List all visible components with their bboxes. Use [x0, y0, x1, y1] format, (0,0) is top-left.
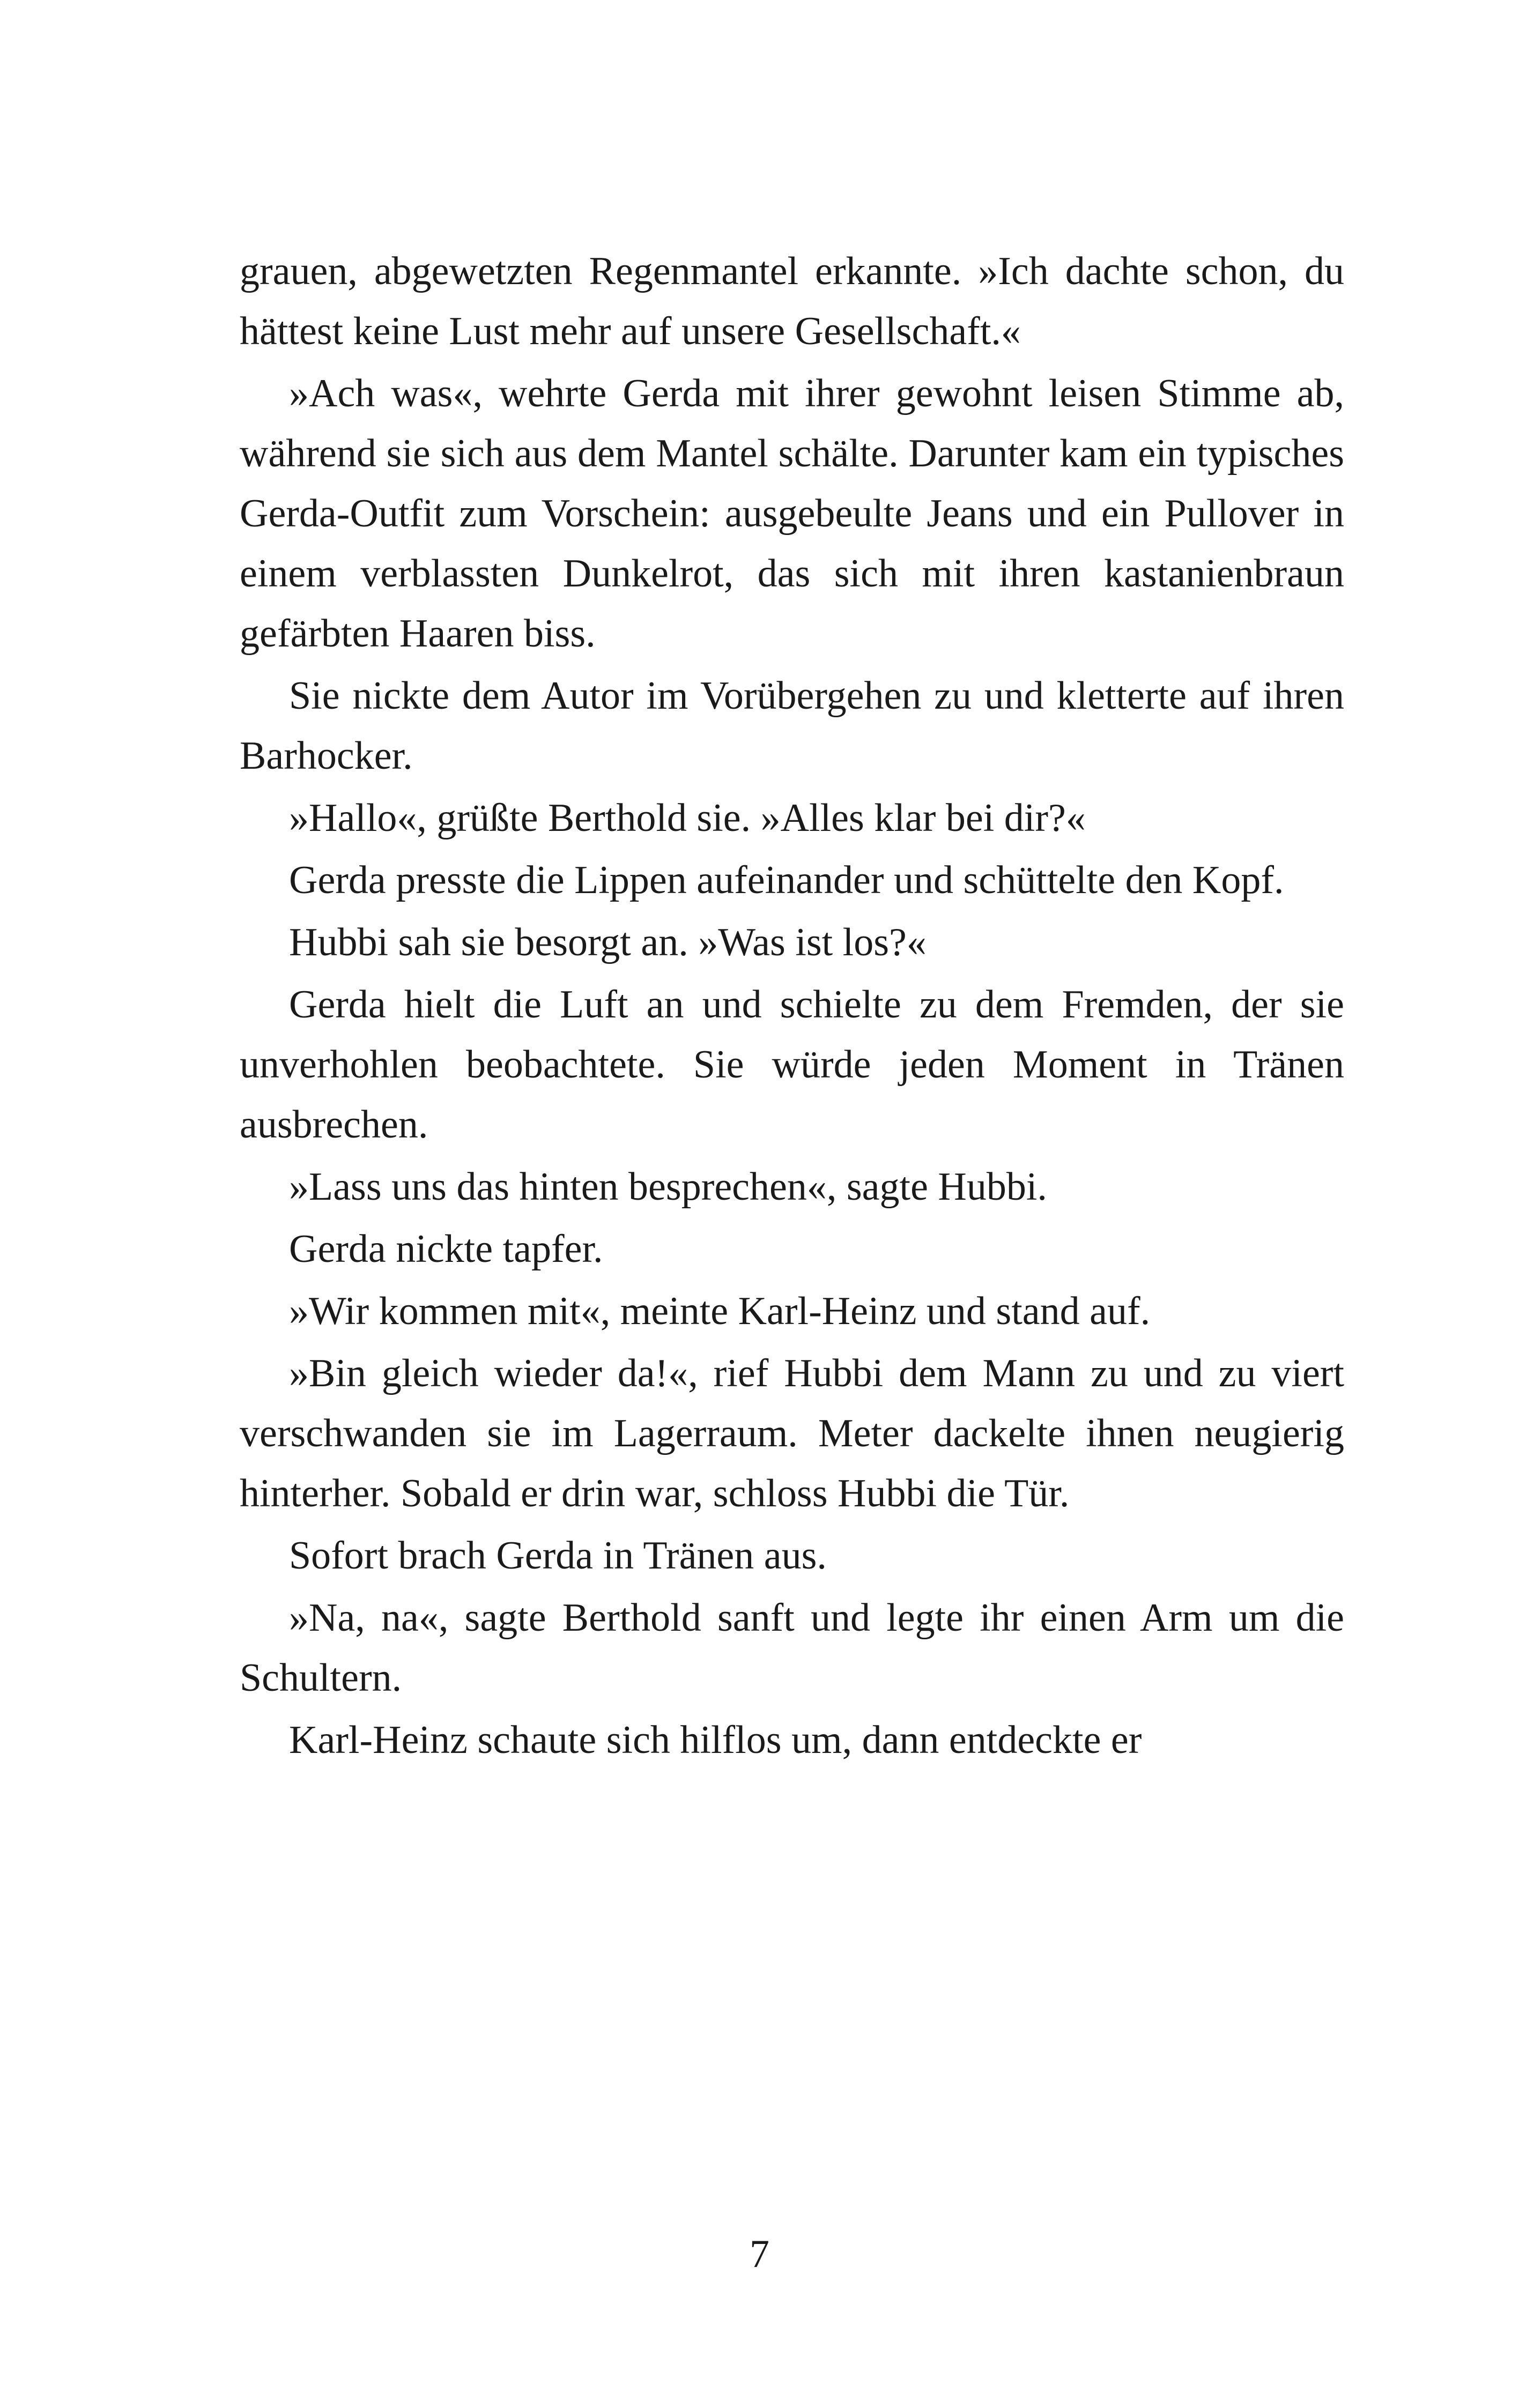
paragraph: »Wir kommen mit«, meinte Karl-Heinz und stand auf. [289, 1289, 1151, 1333]
paragraph: Hubbi sah sie besorgt an. »Was ist los?« [289, 920, 927, 964]
paragraph: »Hallo«, grüßte Berthold sie. »Alles klar bei dir?« [289, 796, 1086, 840]
paragraph: »Ach was«, wehrte Gerda mit ihrer gewohnt leisen Stimme ab, während sie sich aus dem Mantel schälte. Darunter kam ein typisches Gerda-Outfit zum Vorschein: ausgebeulte Jeans und ein Pullover in einem verblassten Dunkelrot, das sich mit ihren kastanienbraun gefärbten Haaren biss. [240, 371, 1344, 656]
paragraph: Gerda presste die Lippen aufeinander und schüttelte den Kopf. [289, 858, 1284, 902]
paragraph: grauen, abgewetzten Regenmantel erkannte. »Ich dachte schon, du hättest keine Lust mehr auf unsere Gesellschaft.« [240, 249, 1344, 353]
paragraph: Sofort brach Gerda in Tränen aus. [289, 1534, 827, 1578]
paragraph: Karl-Heinz schaute sich hilflos um, dann entdeckte er [289, 1718, 1142, 1762]
paragraph: »Bin gleich wieder da!«, rief Hubbi dem Mann zu und zu viert verschwanden sie im Lagerraum. Meter dackelte ihnen neugierig hinterher. Sobald er drin war, schloss Hubbi die Tür. [240, 1351, 1344, 1515]
paragraph: Gerda nickte tapfer. [289, 1227, 603, 1271]
body-text [240, 241, 1344, 1772]
paragraph: Sie nickte dem Autor im Vorübergehen zu und kletterte auf ihren Barhocker. [240, 674, 1344, 778]
paragraph: »Lass uns das hinten besprechen«, sagte Hubbi. [289, 1165, 1047, 1209]
page-number: 7 [750, 2232, 769, 2276]
paragraph: Gerda hielt die Luft an und schielte zu dem Fremden, der sie unverhohlen beobachtete. Sie würde jeden Moment in Tränen ausbrechen. [240, 983, 1344, 1147]
paragraph: »Na, na«, sagte Berthold sanft und legte ihr einen Arm um die Schultern. [240, 1596, 1344, 1700]
